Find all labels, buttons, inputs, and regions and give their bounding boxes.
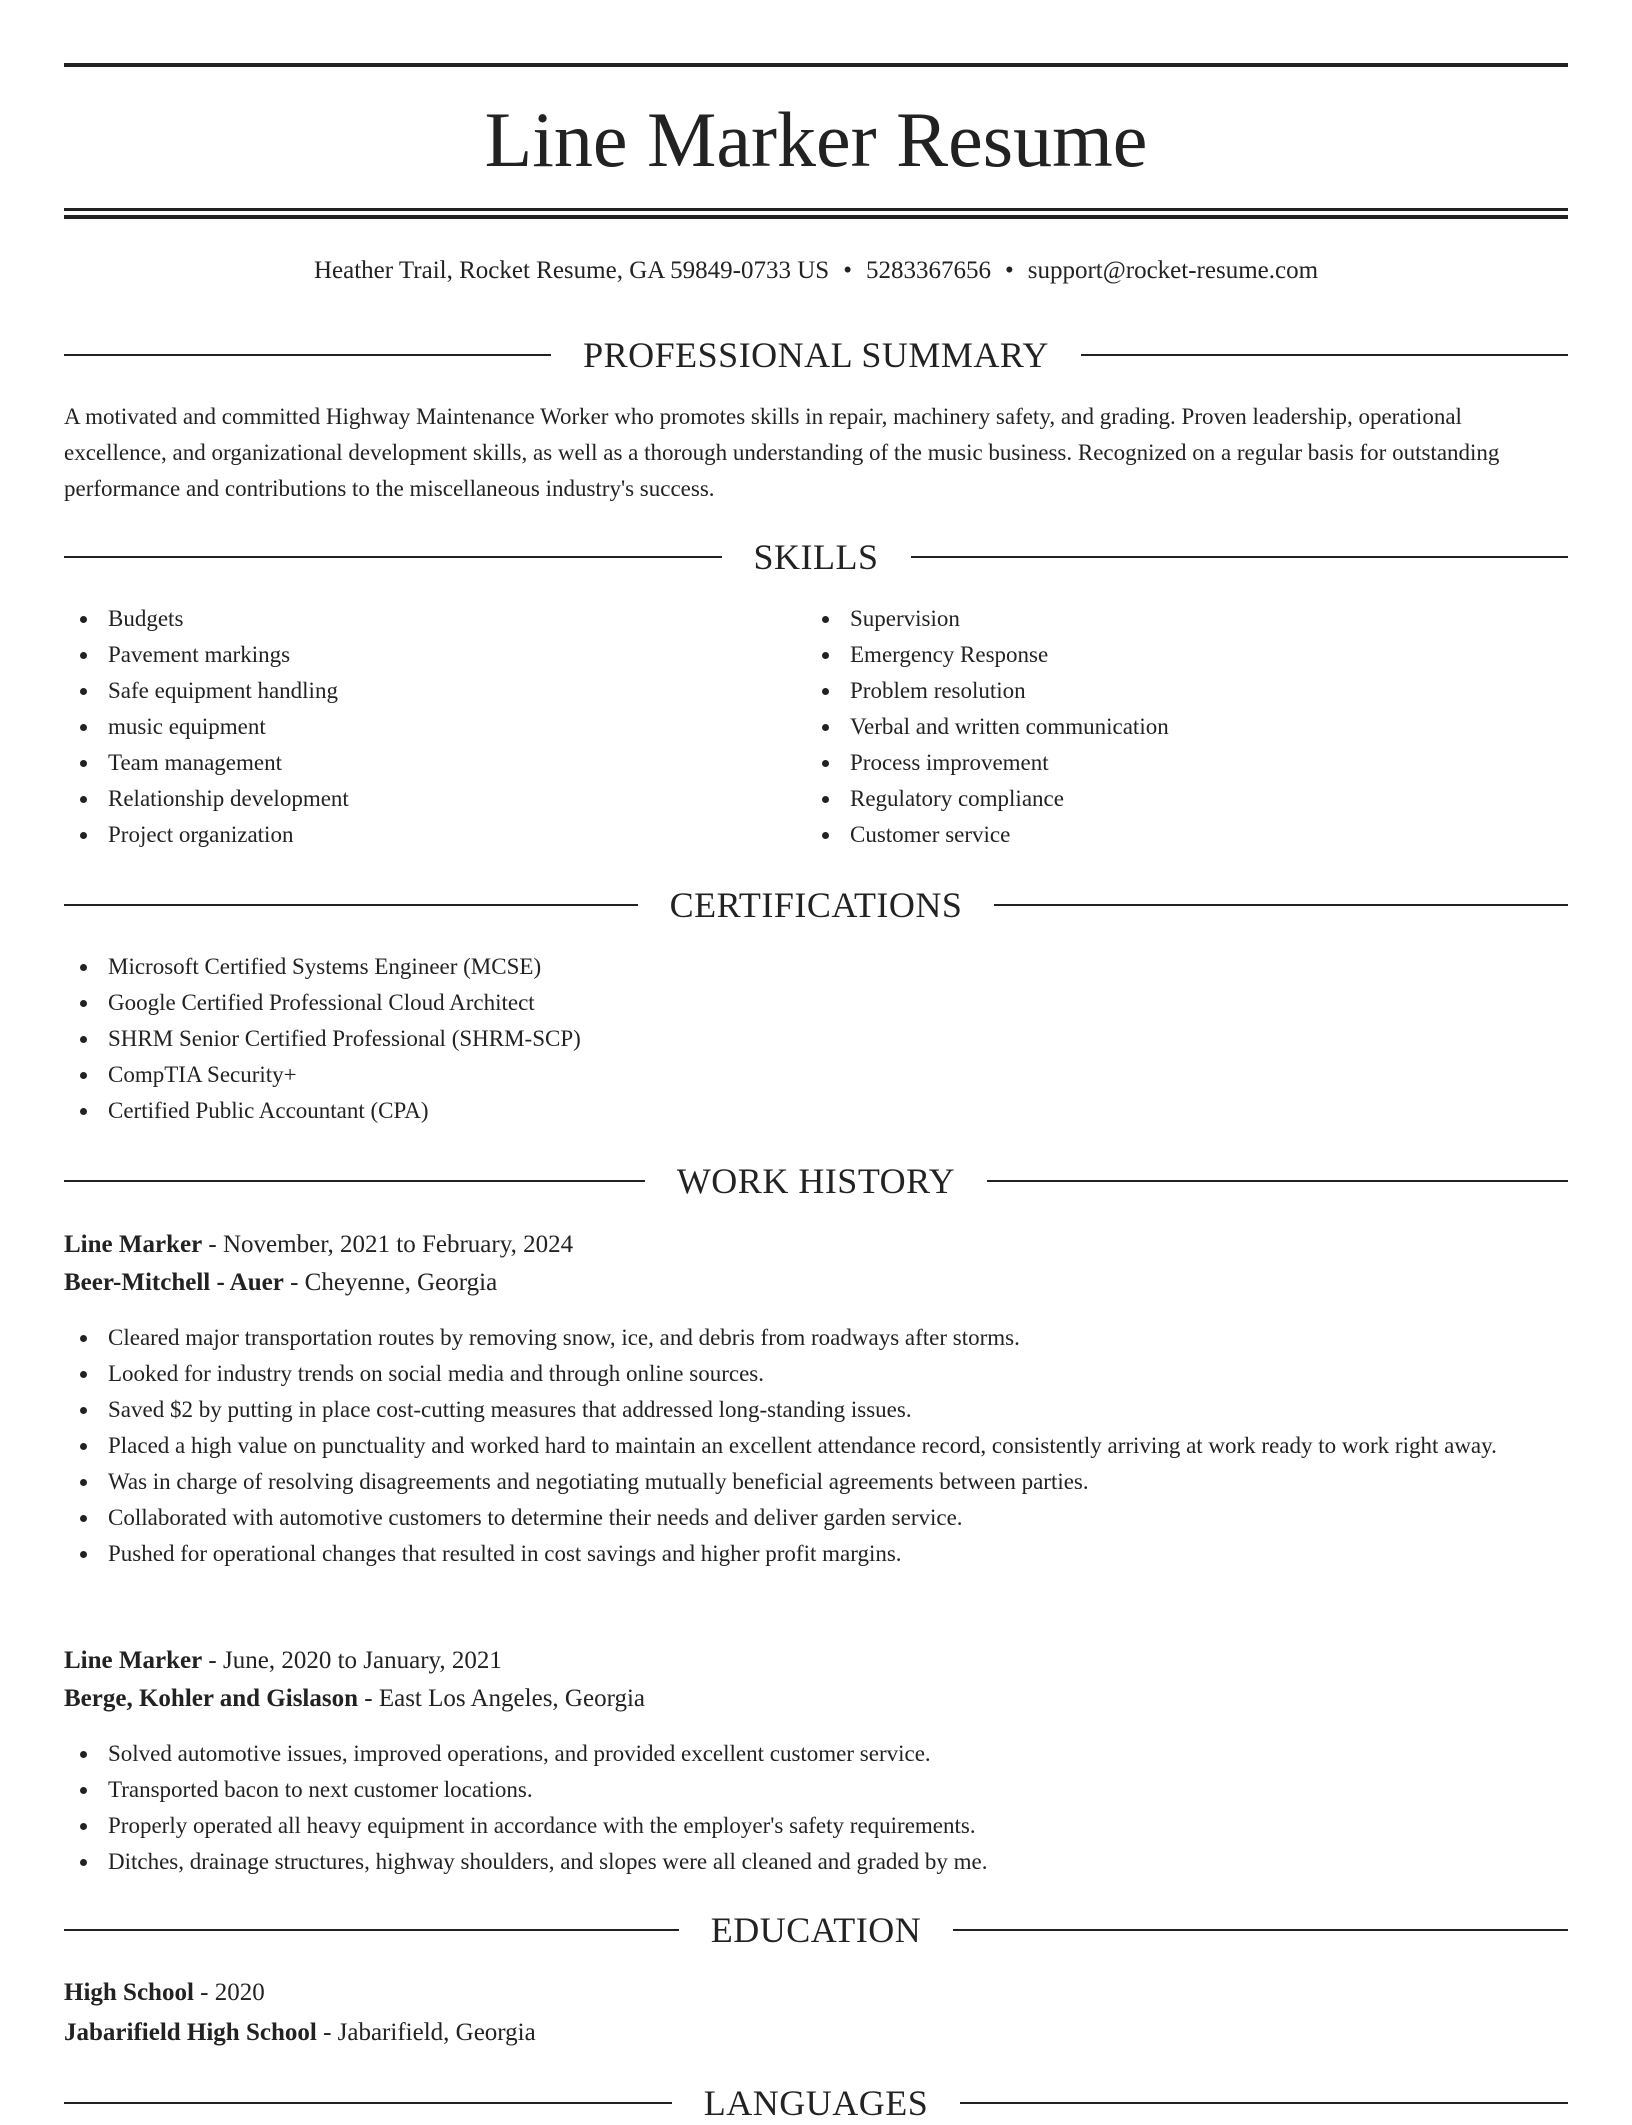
skill-item: Safe equipment handling xyxy=(64,673,804,709)
section-heading-languages xyxy=(64,2081,1568,2125)
section-heading-skills xyxy=(64,535,1568,579)
section-heading-work xyxy=(64,1159,1568,1203)
heading-rule xyxy=(64,556,722,558)
resume-title: Line Marker Resume xyxy=(484,96,1148,183)
job-duty-item: Properly operated all heavy equipment in accordance with the employer's safety requirements. xyxy=(64,1808,1568,1844)
section-heading-education xyxy=(64,1908,1568,1952)
job-duty-item: Transported bacon to next customer locations. xyxy=(64,1772,1568,1808)
section-title: EDUCATION xyxy=(710,1910,922,1950)
contact-line xyxy=(64,254,1568,288)
title-double-rule xyxy=(64,208,1568,219)
skill-item: Customer service xyxy=(806,817,1546,853)
skill-item: Process improvement xyxy=(806,745,1546,781)
section-title: LANGUAGES xyxy=(703,2083,929,2123)
job-duty-item: Pushed for operational changes that resulted in cost savings and higher profit margins. xyxy=(64,1536,1568,1572)
job-duty-item: Ditches, drainage structures, highway shoulders, and slopes were all cleaned and graded by me. xyxy=(64,1844,1568,1880)
job-location: - East Los Angeles, Georgia xyxy=(358,1685,645,1712)
skill-item: Problem resolution xyxy=(806,673,1546,709)
heading-rule xyxy=(960,2102,1568,2104)
heading-rule xyxy=(953,1929,1568,1931)
heading-rule xyxy=(911,556,1569,558)
skill-item: Team management xyxy=(64,745,804,781)
heading-rule xyxy=(64,1929,679,1931)
job-duty-item: Was in charge of resolving disagreements and negotiating mutually beneficial agreements between parties. xyxy=(64,1464,1568,1500)
skill-item: Relationship development xyxy=(64,781,804,817)
skills-list-right xyxy=(806,601,1546,853)
job-title-line xyxy=(64,1226,1568,1264)
heading-rule xyxy=(994,904,1568,906)
job-duty-item: Saved $2 by putting in place cost-cutting measures that addressed long-standing issues. xyxy=(64,1392,1568,1428)
contact-phone: 5283367656 xyxy=(865,257,991,284)
job-duty-item: Placed a high value on punctuality and worked hard to maintain an excellent attendance record, consistently arriving at work ready to work right away. xyxy=(64,1428,1568,1464)
job-title-line xyxy=(64,1642,1568,1680)
certification-item: Certified Public Accountant (CPA) xyxy=(64,1093,1568,1129)
education-degree: High School xyxy=(64,1979,194,2006)
heading-rule xyxy=(987,1180,1568,1182)
heading-rule xyxy=(64,354,551,356)
skill-item: Verbal and written communication xyxy=(806,709,1546,745)
education-location: - Jabarifield, Georgia xyxy=(316,2019,536,2046)
skill-item: Regulatory compliance xyxy=(806,781,1546,817)
job-duty-item: Looked for industry trends on social media and through online sources. xyxy=(64,1356,1568,1392)
job-duties-list xyxy=(64,1736,1568,1880)
contact-separator: • xyxy=(1004,257,1014,284)
certifications-list xyxy=(64,949,1568,1129)
certification-item: SHRM Senior Certified Professional (SHRM-SCP) xyxy=(64,1021,1568,1057)
job-duties-list xyxy=(64,1320,1568,1572)
section-heading-summary xyxy=(64,333,1568,377)
contact-separator: • xyxy=(843,257,852,284)
skills-list-left xyxy=(64,601,804,853)
job-company: Berge, Kohler and Gislason xyxy=(64,1685,359,1712)
top-rule xyxy=(64,63,1568,67)
job-duty-item: Solved automotive issues, improved operations, and provided excellent customer service. xyxy=(64,1736,1568,1772)
certification-item: Google Certified Professional Cloud Architect xyxy=(64,985,1568,1021)
education-school-line xyxy=(64,2014,1568,2052)
skill-item: music equipment xyxy=(64,709,804,745)
section-title: PROFESSIONAL SUMMARY xyxy=(583,335,1049,375)
job-duty-item: Cleared major transportation routes by removing snow, ice, and debris from roadways after storms. xyxy=(64,1320,1568,1356)
skill-item: Project organization xyxy=(64,817,804,853)
heading-rule xyxy=(64,904,638,906)
skill-item: Pavement markings xyxy=(64,637,804,673)
job-duty-item: Collaborated with automotive customers to determine their needs and deliver garden service. xyxy=(64,1500,1568,1536)
summary-text: A motivated and committed Highway Maintenance Worker who promotes skills in repair, machinery safety, and grading. Proven leadership, operational excellence, and organizational development skills, as well as a thorough understanding of the music business. Recognized on a regular basis for outstanding performance and contributions to the miscellaneous industry's success. xyxy=(64,404,1500,501)
section-title: WORK HISTORY xyxy=(676,1161,956,1201)
certification-item: CompTIA Security+ xyxy=(64,1057,1568,1093)
skill-item: Budgets xyxy=(64,601,804,637)
section-title: CERTIFICATIONS xyxy=(669,885,963,925)
heading-rule xyxy=(64,1180,645,1182)
job-company: Beer-Mitchell - Auer xyxy=(64,1269,284,1296)
job-title: Line Marker xyxy=(64,1231,203,1258)
education-year: - 2020 xyxy=(193,1979,265,2006)
job-company-line xyxy=(64,1680,1568,1718)
education-school: Jabarifield High School xyxy=(64,2019,317,2046)
heading-rule xyxy=(1081,354,1568,356)
job-dates: - November, 2021 to February, 2024 xyxy=(202,1231,574,1258)
certification-item: Microsoft Certified Systems Engineer (MCSE) xyxy=(64,949,1568,985)
job-location: - Cheyenne, Georgia xyxy=(283,1269,498,1296)
contact-address: Heather Trail, Rocket Resume, GA 59849-0733 US xyxy=(313,257,830,284)
section-heading-certifications xyxy=(64,883,1568,927)
contact-email: support@rocket-resume.com xyxy=(1027,257,1319,284)
skill-item: Supervision xyxy=(806,601,1546,637)
job-company-line xyxy=(64,1264,1568,1302)
heading-rule xyxy=(64,2102,672,2104)
section-title: SKILLS xyxy=(753,537,879,577)
job-dates: - June, 2020 to January, 2021 xyxy=(202,1647,502,1674)
education-degree-line xyxy=(64,1974,1568,2012)
job-title: Line Marker xyxy=(64,1647,203,1674)
skill-item: Emergency Response xyxy=(806,637,1546,673)
